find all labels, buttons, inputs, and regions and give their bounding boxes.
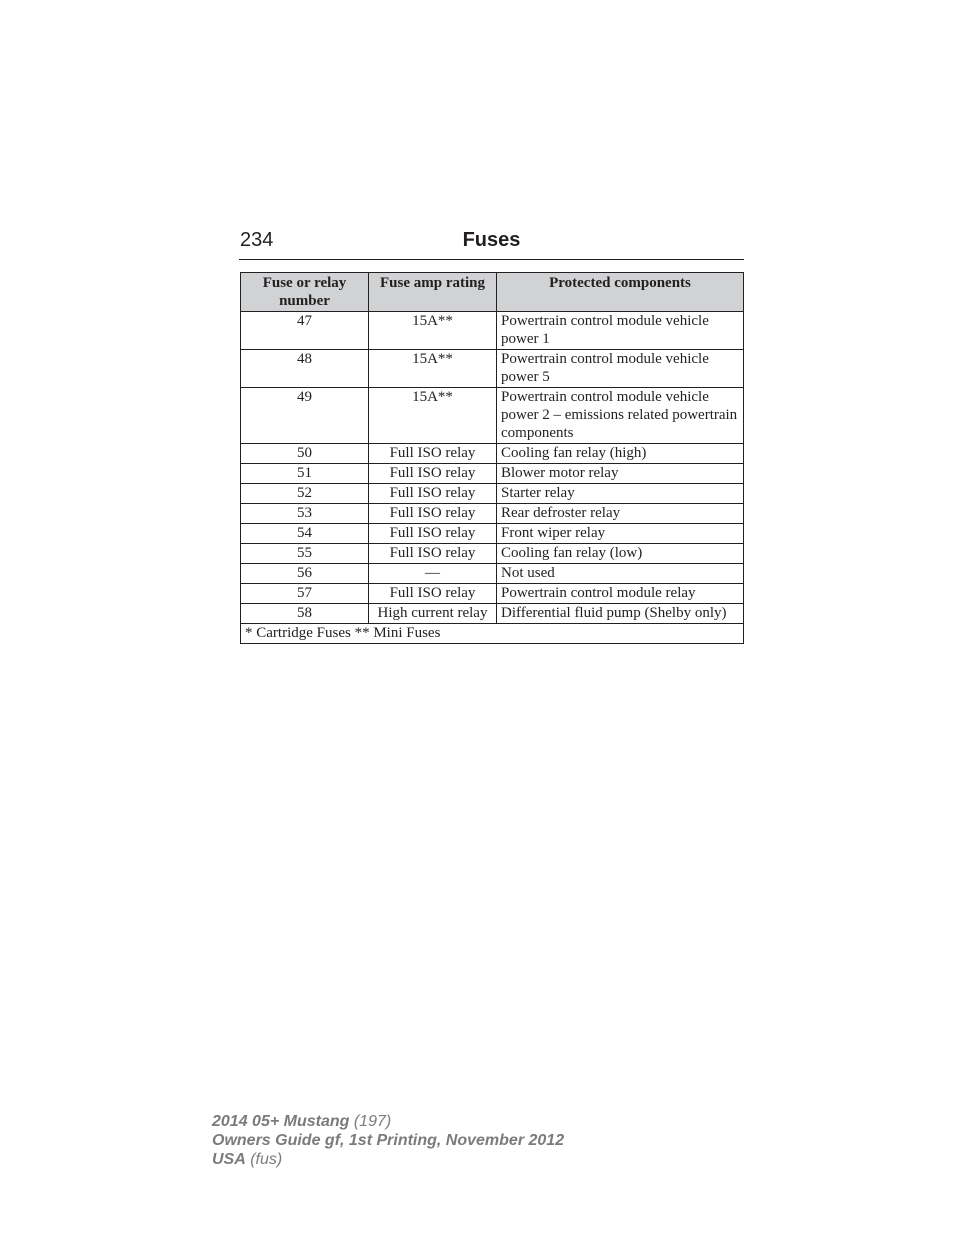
fuse-number: 58 [241,604,369,624]
protected-component: Cooling fan relay (high) [497,444,744,464]
fuse-rating: Full ISO relay [369,504,497,524]
table-row [241,564,744,584]
fuse-number: 53 [241,504,369,524]
table-row [241,484,744,504]
footer-printing: Owners Guide gf, 1st Printing, November 2012 [212,1132,565,1149]
fuse-rating: Full ISO relay [369,444,497,464]
fuse-rating: Full ISO relay [369,484,497,504]
protected-component: Powertrain control module vehicle power 2 – emissions related powertrain components [497,388,744,444]
footer-model: 2014 05+ Mustang [212,1113,350,1130]
fuse-number: 54 [241,524,369,544]
protected-component: Differential fluid pump (Shelby only) [497,604,744,624]
fuse-number: 52 [241,484,369,504]
fuse-number: 50 [241,444,369,464]
page-header [239,228,744,260]
fuse-number: 49 [241,388,369,444]
fuse-number: 57 [241,584,369,604]
column-header-components: Protected components [497,273,744,312]
table-footnote: * Cartridge Fuses ** Mini Fuses [241,624,744,644]
fuse-rating: Full ISO relay [369,584,497,604]
table-row [241,350,744,388]
footer-model-code: (197) [349,1113,392,1130]
fuse-number: 55 [241,544,369,564]
fuse-rating: 15A** [369,388,497,444]
table-row [241,584,744,604]
footer-market-code: (fus) [245,1151,283,1168]
fuse-number: 51 [241,464,369,484]
footer-line-2 [212,1131,564,1150]
protected-component: Powertrain control module relay [497,584,744,604]
fuse-rating: — [369,564,497,584]
table-row [241,544,744,564]
protected-component: Starter relay [497,484,744,504]
protected-component: Not used [497,564,744,584]
page-number: 234 [240,229,274,251]
fuse-number: 47 [241,312,369,350]
protected-component: Rear defroster relay [497,504,744,524]
protected-component: Powertrain control module vehicle power 5 [497,350,744,388]
fuse-rating: High current relay [369,604,497,624]
column-header-number: Fuse or relay number [241,273,369,312]
table-row [241,524,744,544]
page-title: Fuses [462,229,521,251]
fuse-table [240,272,744,644]
table-row [241,604,744,624]
fuse-rating: Full ISO relay [369,524,497,544]
fuse-rating: 15A** [369,312,497,350]
table-footnote-row [241,624,744,644]
fuse-rating: Full ISO relay [369,464,497,484]
fuse-number: 48 [241,350,369,388]
fuse-rating: Full ISO relay [369,544,497,564]
footer-line-1 [212,1112,564,1131]
table-row [241,312,744,350]
protected-component: Blower motor relay [497,464,744,484]
fuse-number: 56 [241,564,369,584]
table-row [241,444,744,464]
footer-market: USA [212,1151,246,1168]
protected-component: Powertrain control module vehicle power 1 [497,312,744,350]
footer-line-3 [212,1150,564,1169]
table-row [241,388,744,444]
protected-component: Cooling fan relay (low) [497,544,744,564]
table-row [241,464,744,484]
table-row [241,504,744,524]
protected-component: Front wiper relay [497,524,744,544]
fuse-rating: 15A** [369,350,497,388]
column-header-rating: Fuse amp rating [369,273,497,312]
table-header-row [241,273,744,312]
print-footer [212,1112,564,1169]
